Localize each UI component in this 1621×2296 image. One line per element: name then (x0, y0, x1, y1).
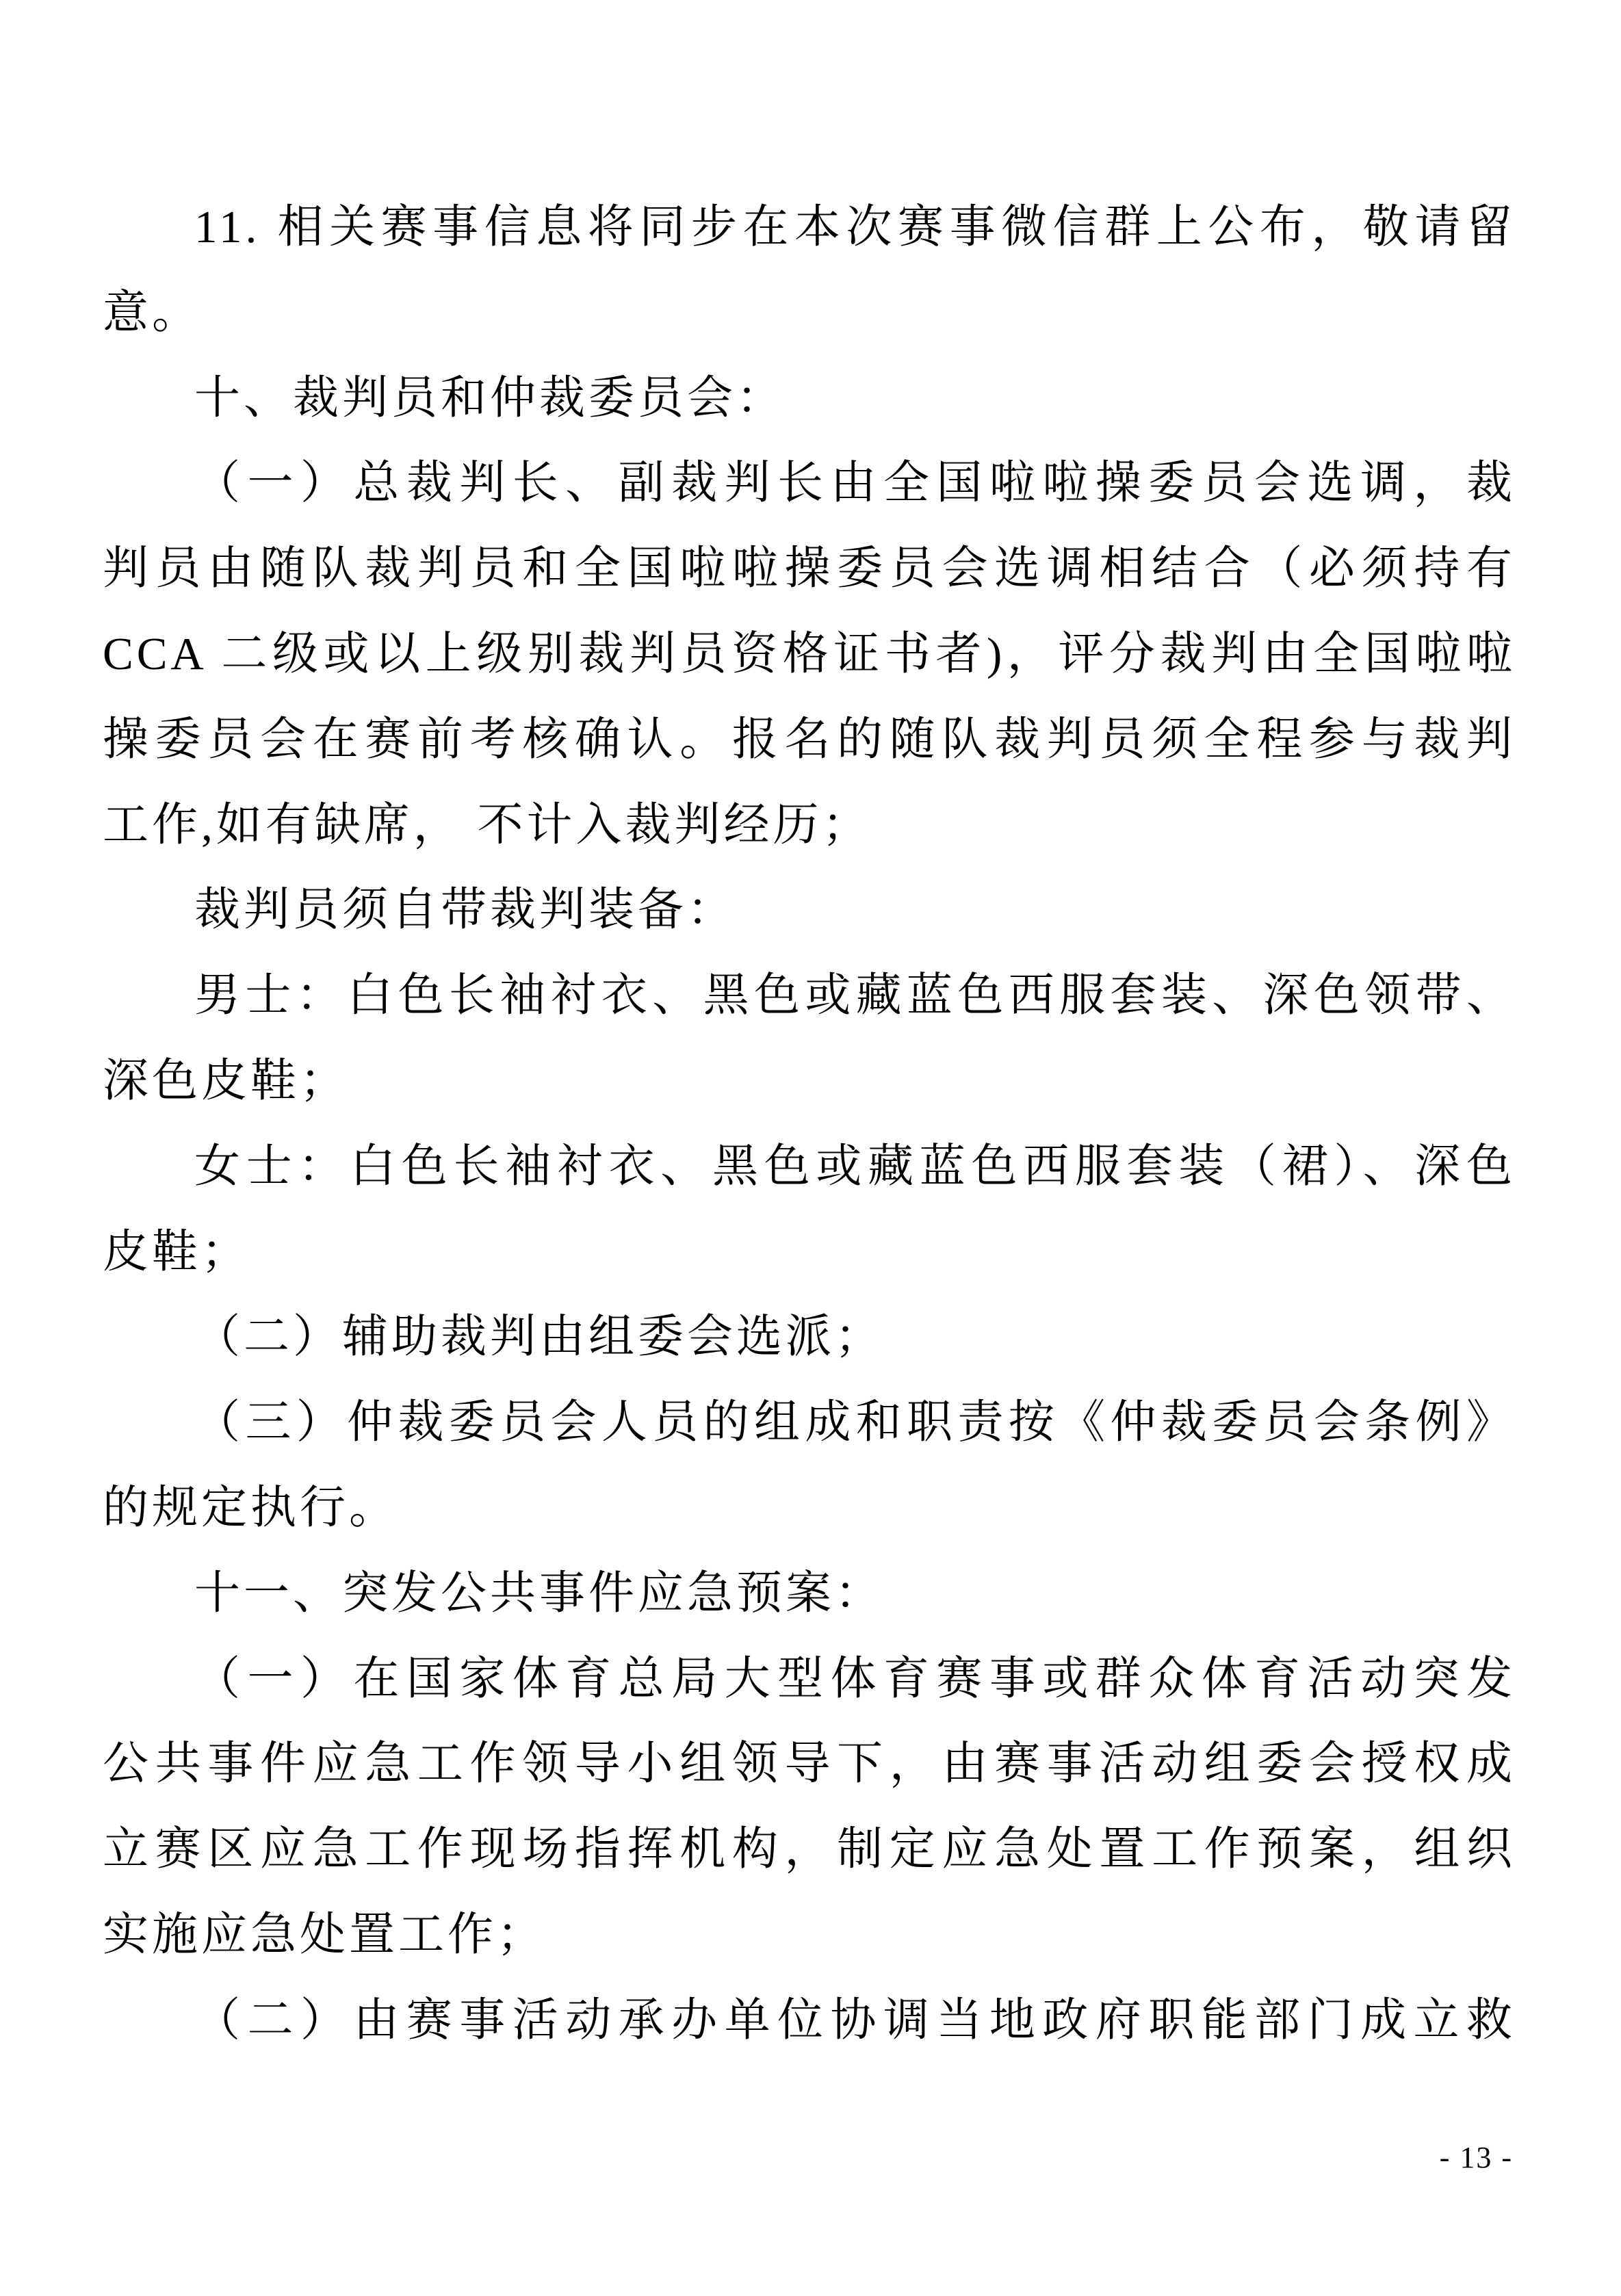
text-line: 意。 (103, 287, 201, 338)
text-line: 11. 相关赛事信息将同步在本次赛事微信群上公布，敬请留 (194, 202, 1516, 252)
document-body (103, 185, 1516, 2063)
text-line: 判员由随队裁判员和全国啦啦操委员会选调相结合（必须持有 (103, 543, 1516, 595)
text-line: （二）辅助裁判由组委会选派； (194, 1312, 884, 1363)
page-number: - 13 - (1439, 2141, 1513, 2174)
text-line: 立赛区应急工作现场指挥机构，制定应急处置工作预案，组织 (103, 1824, 1516, 1875)
text-line: 操委员会在赛前考核确认。报名的随队裁判员须全程参与裁判 (103, 714, 1516, 765)
text-line: （三）仲裁委员会人员的组成和职责按《仲裁委员会条例》 (194, 1397, 1516, 1448)
text-line: 深色皮鞋； (103, 1055, 349, 1106)
text-line: 皮鞋； (103, 1226, 250, 1277)
text-line: 十一、突发公共事件应急预案： (194, 1567, 884, 1619)
text-line: 公共事件应急工作领导小组领导下，由赛事活动组委会授权成 (103, 1738, 1516, 1790)
text-line: CCA 二级或以上级别裁判员资格证书者)，评分裁判由全国啦啦 (103, 628, 1516, 679)
text-line: （一）在国家体育总局大型体育赛事或群众体育活动突发 (194, 1653, 1516, 1704)
text-line: 的规定执行。 (103, 1482, 398, 1533)
text-line: 实施应急处置工作； (103, 1909, 546, 1960)
text-line: 男士：白色长袖衬衣、黑色或藏蓝色西服套装、深色领带、 (194, 970, 1516, 1021)
text-line: 工作,如有缺席， 不计入裁判经历； (103, 799, 872, 850)
text-line: 裁判员须自带裁判装备： (194, 885, 736, 936)
text-line: （二）由赛事活动承办单位协调当地政府职能部门成立救 (194, 1994, 1516, 2046)
text-line: （一）总裁判长、副裁判长由全国啦啦操委员会选调，裁 (194, 458, 1516, 509)
text-line: 女士：白色长袖衬衣、黑色或藏蓝色西服套装（裙）、深色 (194, 1140, 1516, 1192)
text-line: 十、裁判员和仲裁委员会： (194, 372, 786, 423)
